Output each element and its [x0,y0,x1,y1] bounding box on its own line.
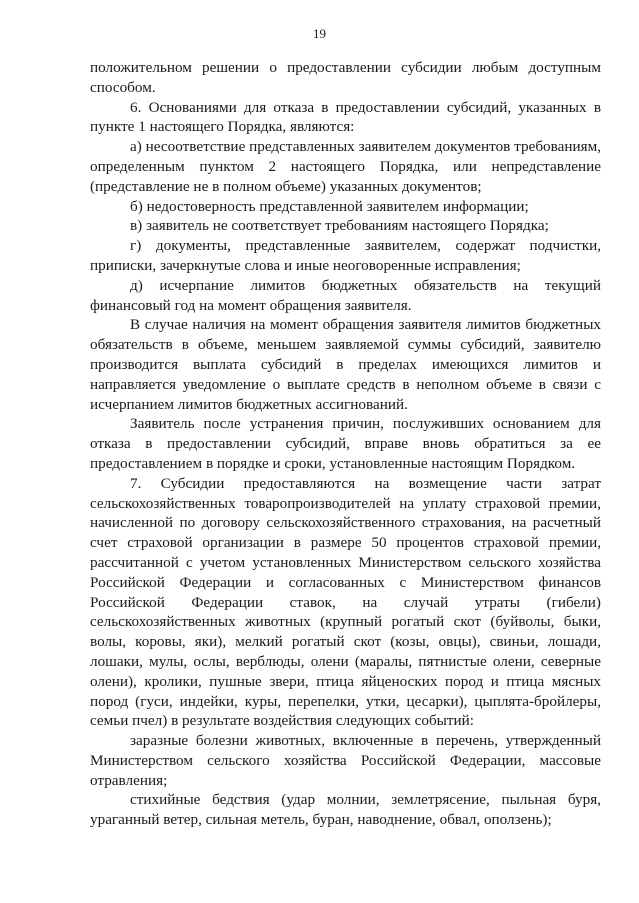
paragraph-item-g: г) документы, представленные заявителем, содержат подчистки, приписки, зачеркнутые слова и иные неоговоренные исправления; [90,237,601,274]
paragraph-clause-7: 7. Субсидии предоставляются на возмещение части затрат сельскохозяйственных товаропроизводителей на уплату страховой премии, начисленной по договору сельскохозяйственного страхования, на расчетный счет страховой организации в размере 50 процентов страховой премии, рассчитанной с учетом установленных Министерством сельского хозяйства Российской Федерации и согласованных с Министерством финансов Российской Федерации ставок, на случай утраты (гибели) сельскохозяйственных животных (крупный рогатый скот (буйволы, быки, волы, коровы, яки), мелкий рогатый скот (козы, овцы), свиньи, лошади, лошаки, мулы, ослы, верблюды, олени (маралы, пятнистые олени, северные олени), кролики, пушные звери, птица яйценоских пород и птица мясных пород (гуси, индейки, куры, перепелки, утки, цесарки), цыплята-бройлеры, семьи пчел) в результате воздействия следующих событий: [90,474,601,730]
paragraph-continuation: положительном решении о предоставлении субсидии любым доступным способом. [90,59,601,96]
paragraph-reapply: Заявитель после устранения причин, послуживших основанием для отказа в предоставлении субсидий, вправе вновь обратиться за ее предоставлением в порядке и сроки, установленные настоящим Порядком. [90,415,601,472]
paragraph-item-d: д) исчерпание лимитов бюджетных обязательств на текущий финансовый год на момент обращения заявителя. [90,276,601,314]
paragraph-event-diseases: заразные болезни животных, включенные в перечень, утвержденный Министерством сельского хозяйства Российской Федерации, массовые отравления; [90,732,601,789]
paragraph-item-a: а) несоответствие представленных заявителем документов требованиям, определенным пунктом 2 настоящего Порядка, или непредставление (представление не в полном объеме) указанных документов; [90,138,601,195]
document-body [90,58,601,830]
paragraph-limits-notice: В случае наличия на момент обращения заявителя лимитов бюджетных обязательств в объеме, меньшем заявляемой суммы субсидий, заявителю производится выплата субсидий в пределах имеющихся лимитов и направляется уведомление о выплате средств в неполном объеме в связи с исчерпанием лимитов бюджетных ассигнований. [90,316,601,413]
page-number: 19 [313,26,326,41]
paragraph-item-b: б) недостоверность представленной заявителем информации; [130,197,529,215]
paragraph-event-disasters: стихийные бедствия (удар молнии, землетрясение, пыльная буря, ураганный ветер, сильная метель, буран, наводнение, обвал, оползень); [90,791,601,829]
paragraph-item-v: в) заявитель не соответствует требованиям настоящего Порядка; [130,217,549,235]
paragraph-clause-6: 6. Основаниями для отказа в предоставлении субсидий, указанных в пункте 1 настоящего Порядка, являются: [90,98,601,136]
